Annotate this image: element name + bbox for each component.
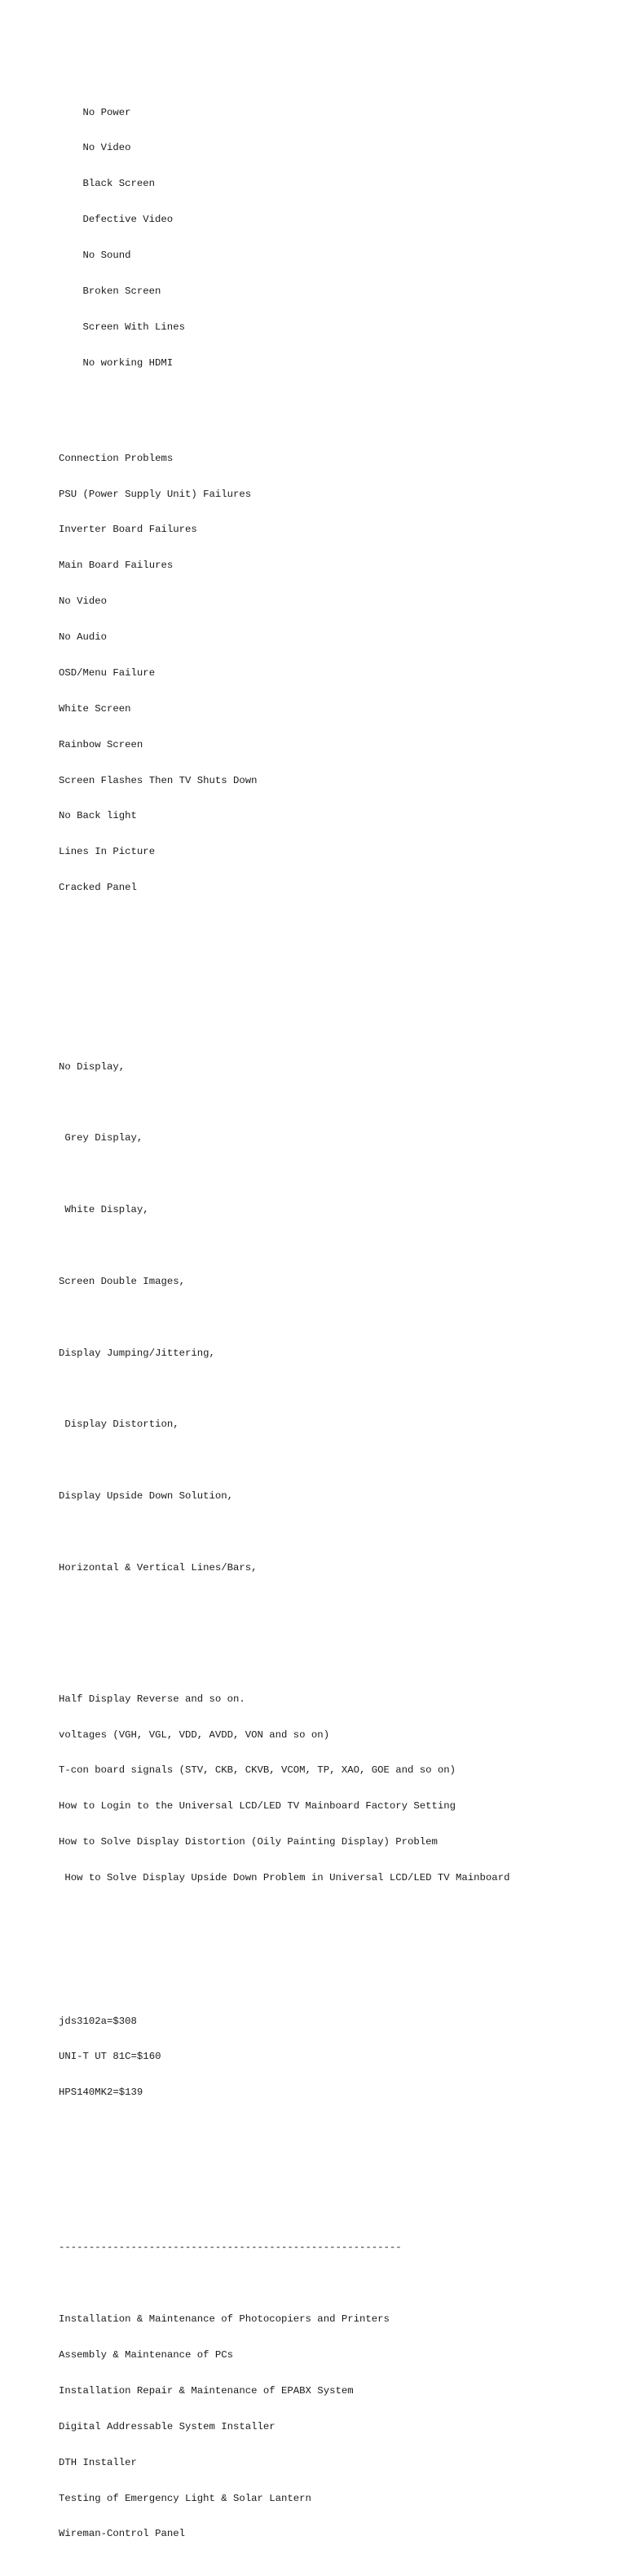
courses-list	[59, 2290, 613, 2564]
document-body	[59, 59, 613, 2576]
list-item: Defective Video	[82, 214, 174, 226]
list-item: No Audio	[59, 631, 108, 643]
display-problems-list	[59, 1037, 613, 1633]
list-item: No Display,	[59, 1060, 126, 1073]
blank-line	[59, 1598, 613, 1610]
list-item: White Screen	[59, 702, 131, 715]
prices-list	[59, 1991, 613, 2122]
list-item: Digital Addressable System Installer	[59, 2420, 276, 2432]
list-item: Assembly & Maintenance of PCs	[59, 2349, 234, 2361]
blank-line	[59, 1944, 613, 1956]
blank-line	[59, 2158, 613, 2171]
list-item: Screen Double Images,	[59, 1275, 185, 1287]
list-item: No Video	[82, 142, 131, 154]
blank-line	[59, 1168, 613, 1180]
blank-line	[59, 1454, 613, 1467]
separator-line: ---------------------------------------------------------	[59, 2242, 402, 2254]
list-item: OSD/Menu Failure	[59, 666, 156, 679]
list-item: No Power	[82, 106, 131, 118]
list-item: Screen Flashes Then TV Shuts Down	[59, 774, 258, 786]
blank-line	[59, 1240, 613, 1252]
list-item: Display Upside Down Solution,	[59, 1490, 234, 1502]
list-item: No working HDMI	[82, 356, 174, 369]
list-item: Horizontal & Vertical Lines/Bars,	[59, 1561, 258, 1573]
list-item: How to Solve Display Upside Down Problem in Universal LCD/LED TV Mainboard	[59, 1872, 510, 1883]
list-item: Display Distortion,	[59, 1419, 179, 1431]
list-item: Black Screen	[82, 178, 156, 190]
list-item: Rainbow Screen	[59, 738, 143, 750]
list-item: Installation Repair & Maintenance of EPABX System	[59, 2384, 354, 2397]
list-item: Grey Display,	[59, 1132, 143, 1144]
list-item: Broken Screen	[82, 285, 161, 297]
blank-line	[59, 989, 613, 1002]
list-item: HPS140MK2=$139	[59, 2087, 143, 2099]
topics-list	[59, 1669, 613, 1908]
list-item: Screen With Lines	[82, 321, 185, 333]
list-item: Main Board Failures	[59, 560, 174, 572]
list-item: Display Jumping/Jittering,	[59, 1347, 215, 1359]
blank-line	[59, 1312, 613, 1324]
list-item: How to Login to the Universal LCD/LED TV Mainboard Factory Setting	[59, 1800, 456, 1812]
blank-line	[59, 954, 613, 966]
symptoms-list	[59, 82, 613, 392]
blank-line	[59, 1096, 613, 1109]
failures-list	[59, 428, 613, 918]
list-item: UNI-T UT 81C=$160	[59, 2051, 161, 2063]
list-item: T-con board signals (STV, CKB, CKVB, VCOM, TP, XAO, GOE and so on)	[59, 1764, 456, 1777]
list-item: voltages (VGH, VGL, VDD, AVDD, VON and so on)	[59, 1728, 330, 1741]
blank-line	[59, 2194, 613, 2206]
list-item: PSU (Power Supply Unit) Failures	[59, 488, 252, 500]
list-item: Installation & Maintenance of Photocopiers and Printers	[59, 2313, 390, 2326]
list-item: Connection Problems	[59, 452, 174, 464]
list-item: Testing of Emergency Light & Solar Lantern	[59, 2492, 311, 2504]
list-item: Inverter Board Failures	[59, 524, 197, 536]
list-item: Wireman-Control Panel	[59, 2528, 185, 2540]
list-item: White Display,	[59, 1204, 149, 1215]
list-item: No Video	[59, 595, 108, 608]
list-item: How to Solve Display Distortion (Oily Painting Display) Problem	[59, 1836, 438, 1848]
list-item: Half Display Reverse and so on.	[59, 1693, 245, 1705]
list-item: Lines In Picture	[59, 846, 156, 858]
blank-line	[59, 1383, 613, 1395]
list-item: No Back light	[59, 810, 137, 822]
list-item: Cracked Panel	[59, 882, 137, 894]
list-item: DTH Installer	[59, 2456, 137, 2468]
blank-line	[59, 1526, 613, 1538]
list-item: jds3102a=$308	[59, 2015, 137, 2027]
list-item: No Sound	[82, 250, 131, 261]
